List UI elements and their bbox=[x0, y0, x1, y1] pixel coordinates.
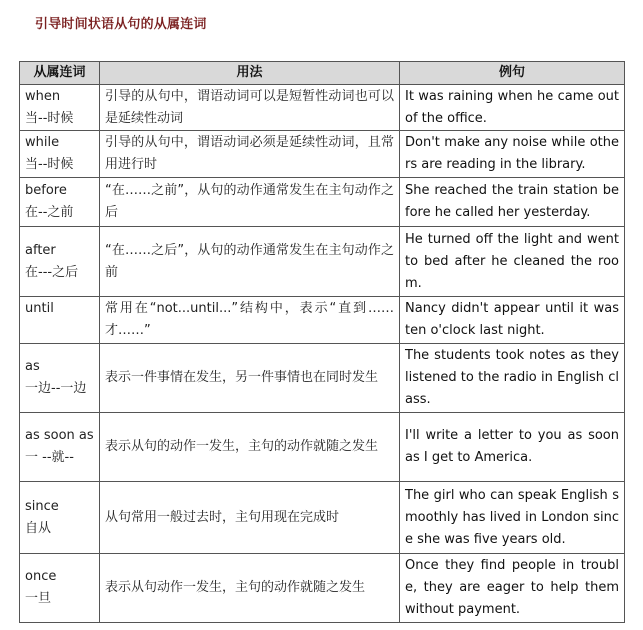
conjunction-english: as soon as bbox=[25, 428, 94, 443]
conjunction-english: while bbox=[25, 135, 60, 150]
conjunction-chinese: 在---之后 bbox=[25, 264, 79, 280]
conjunction-cell bbox=[20, 227, 100, 297]
table-row bbox=[20, 131, 625, 178]
example-cell: The students took notes as they listened to the radio in English class. bbox=[400, 344, 625, 413]
usage-cell: 引导的从句中，谓语动词必须是延续性动词，且常用进行时 bbox=[100, 131, 400, 178]
conjunction-table bbox=[19, 61, 625, 623]
conjunction-chinese: 一边--一边 bbox=[25, 381, 87, 396]
table-row bbox=[20, 482, 625, 554]
usage-cell: 引导的从句中，谓语动词可以是短暂性动词也可以是延续性动词 bbox=[100, 85, 400, 131]
conjunction-cell bbox=[20, 131, 100, 178]
page-title: 引导时间状语从句的从属连词 bbox=[35, 17, 207, 32]
conjunction-english: after bbox=[25, 242, 56, 258]
usage-cell: 常用在“not...until...”结构中，表示“直到……才……” bbox=[100, 297, 400, 344]
usage-cell: 表示一件事情在发生，另一件事情也在同时发生 bbox=[100, 344, 400, 413]
conjunction-english: since bbox=[25, 498, 59, 514]
conjunction-english: before bbox=[25, 183, 67, 198]
conjunction-cell bbox=[20, 178, 100, 227]
conjunction-chinese: 在--之前 bbox=[25, 205, 74, 220]
example-cell: It was raining when he came out of the office. bbox=[400, 85, 625, 131]
example-cell: He turned off the light and went to bed after he cleaned the room. bbox=[400, 227, 625, 297]
usage-cell: “在……之后”，从句的动作通常发生在主句动作之前 bbox=[100, 227, 400, 297]
example-cell: Nancy didn't appear until it was ten o'clock last night. bbox=[400, 297, 625, 344]
conjunction-chinese: 当--时候 bbox=[25, 110, 74, 126]
column-header-example: 例句 bbox=[400, 62, 625, 85]
conjunction-english: once bbox=[25, 569, 57, 584]
example-cell: Once they find people in trouble, they are eager to help them without payment. bbox=[400, 554, 625, 623]
conjunction-english: as bbox=[25, 359, 40, 374]
conjunction-chinese: 当--时候 bbox=[25, 157, 74, 172]
column-header-usage: 用法 bbox=[100, 62, 400, 85]
usage-cell: 表示从句动作一发生，主句的动作就随之发生 bbox=[100, 554, 400, 623]
table-row bbox=[20, 85, 625, 131]
conjunction-cell bbox=[20, 482, 100, 554]
table-row bbox=[20, 178, 625, 227]
usage-cell: “在……之前”，从句的动作通常发生在主句动作之后 bbox=[100, 178, 400, 227]
conjunction-english: until bbox=[25, 301, 54, 316]
conjunction-cell bbox=[20, 413, 100, 482]
conjunction-cell bbox=[20, 85, 100, 131]
usage-cell: 表示从句的动作一发生，主句的动作就随之发生 bbox=[100, 413, 400, 482]
example-cell: She reached the train station before he called her yesterday. bbox=[400, 178, 625, 227]
example-cell: Don't make any noise while others are reading in the library. bbox=[400, 131, 625, 178]
conjunction-english: when bbox=[25, 88, 61, 104]
table-row bbox=[20, 344, 625, 413]
example-cell: I'll write a letter to you as soon as I get to America. bbox=[400, 413, 625, 482]
conjunction-chinese: 自从 bbox=[25, 520, 52, 536]
table-row bbox=[20, 554, 625, 623]
column-header-conjunction: 从属连词 bbox=[20, 62, 100, 85]
conjunction-cell bbox=[20, 344, 100, 413]
conjunction-chinese: 一 --就-- bbox=[25, 450, 74, 465]
conjunction-chinese: 一旦 bbox=[25, 591, 52, 606]
table-header-row bbox=[20, 62, 625, 85]
table-row bbox=[20, 227, 625, 297]
table-row bbox=[20, 413, 625, 482]
conjunction-cell bbox=[20, 554, 100, 623]
table-row bbox=[20, 297, 625, 344]
example-cell: The girl who can speak English smoothly has lived in London since she was five years old. bbox=[400, 482, 625, 554]
usage-cell: 从句常用一般过去时，主句用现在完成时 bbox=[100, 482, 400, 554]
conjunction-cell bbox=[20, 297, 100, 344]
